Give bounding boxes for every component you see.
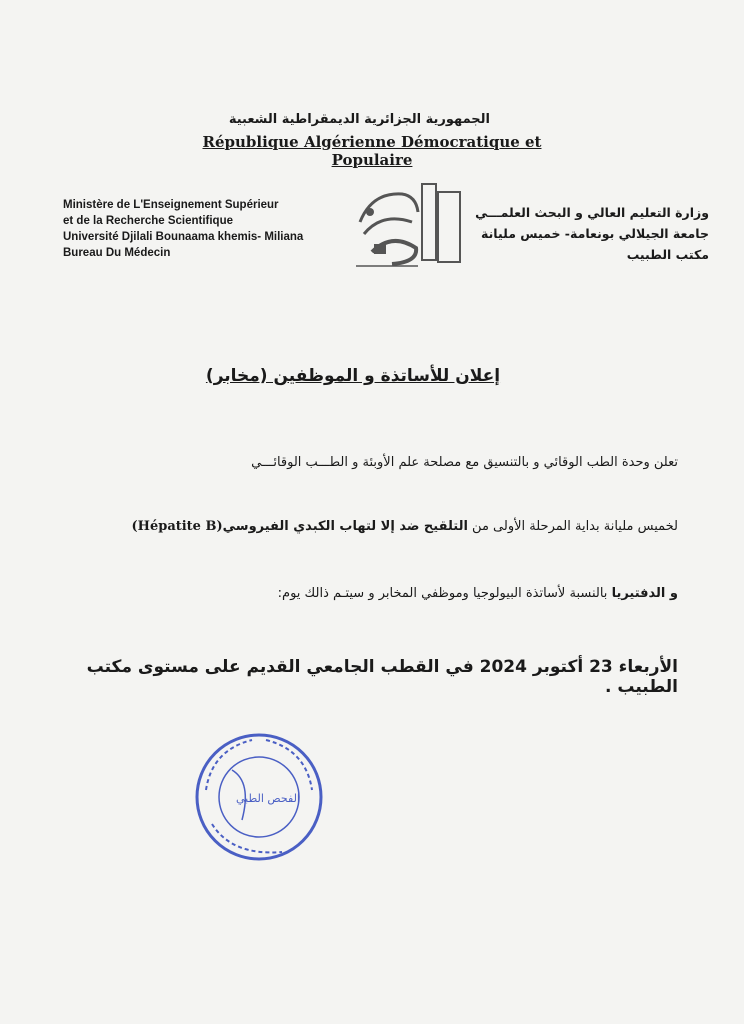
country-name-arabic: الجمهورية الجزائرية الديمقراطية الشعبية bbox=[228, 112, 490, 127]
vaccination-phrase: التلقيح ضد إلا لتهاب الكبدي الفيروسي bbox=[222, 519, 468, 534]
appointment-date-line: الأربعاء 23 أكتوبر 2024 في القطب الجامعي القديم على مستوى مكتب الطبيب . bbox=[86, 657, 678, 697]
ministry-line-arabic: وزارة التعليم العالي و البحث العلمـــي bbox=[475, 205, 709, 220]
announcement-title: إعلان للأساتذة و الموظفين (مخابر) bbox=[205, 366, 501, 386]
university-line-arabic: جامعة الجيلالي بونعامة- خميس مليانة bbox=[481, 226, 709, 241]
institution-block-arabic bbox=[470, 202, 709, 265]
university-logo-icon bbox=[352, 182, 464, 272]
ministry-line-2: et de la Recherche Scientifique bbox=[63, 215, 234, 227]
paragraph-2-start: لخميس مليانة بداية المرحلة الأولى من bbox=[467, 519, 678, 534]
paragraph-2 bbox=[60, 519, 678, 534]
university-line: Université Djilali Bounaama khemis- Miliana bbox=[63, 231, 304, 243]
hepatitis-b-label: (Hépatite B) bbox=[131, 519, 223, 534]
office-line: Bureau Du Médecin bbox=[63, 247, 171, 259]
official-stamp-icon bbox=[192, 730, 326, 864]
paragraph-3 bbox=[60, 586, 678, 601]
stamp-center-text: الفحص الطبي bbox=[236, 792, 300, 805]
office-line-arabic: مكتب الطبيب bbox=[626, 247, 709, 262]
institution-block-french bbox=[63, 197, 363, 261]
paragraph-3-rest: بالنسبة لأساتذة البيولوجيا وموظفي المخابر و سيتـم ذالك يوم: bbox=[277, 586, 612, 601]
ministry-line-1: Ministère de L'Enseignement Supérieur bbox=[63, 199, 279, 211]
paragraph-1: تعلن وحدة الطب الوقائي و بالتنسيق مع مصلحة علم الأوبئة و الطـــب الوقائـــي bbox=[251, 455, 678, 470]
diphtheria-label: و الدفتيريا bbox=[611, 586, 678, 601]
country-name-french: République Algérienne Démocratique et Populaire bbox=[202, 133, 542, 169]
